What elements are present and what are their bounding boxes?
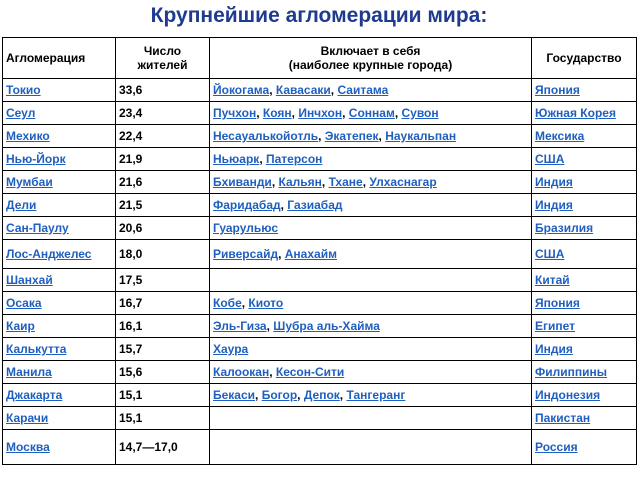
city-separator: , [269,365,276,379]
city-separator: , [330,83,338,97]
cell-population: 33,6 [116,79,210,102]
cell-population: 15,1 [116,384,210,407]
city-link[interactable]: Депок [303,388,340,402]
city-separator: , [256,106,263,120]
cell-population: 16,1 [116,315,210,338]
cell-population: 21,9 [116,148,210,171]
cell-agglomeration [3,407,116,430]
cell-country [532,102,637,125]
cell-agglomeration [3,384,116,407]
agglomeration-link[interactable]: Шанхай [6,273,53,287]
cell-agglomeration [3,217,116,240]
city-link[interactable]: Кесон-Сити [275,365,345,379]
cell-included-cities [210,430,532,465]
city-link[interactable]: Патерсон [265,152,323,166]
city-link[interactable]: Бхиванди [213,175,272,189]
table-row [3,217,637,240]
cell-included-cities [210,194,532,217]
cell-country [532,338,637,361]
city-link[interactable]: Коян [262,106,292,120]
cell-country [532,315,637,338]
cell-country [532,171,637,194]
city-link[interactable]: Несауалькойотль [213,129,319,143]
table-row [3,430,637,465]
table-row [3,171,637,194]
agglomeration-link[interactable]: Лос-Анджелес [6,247,92,261]
cell-country [532,361,637,384]
city-link[interactable]: Экатепек [324,129,379,143]
cell-included-cities [210,148,532,171]
country-link[interactable]: Индия [535,342,573,356]
cell-agglomeration [3,171,116,194]
cell-population: 23,4 [116,102,210,125]
cell-population: 15,1 [116,407,210,430]
city-link[interactable]: Кальян [278,175,322,189]
city-link[interactable]: Кавасаки [275,83,331,97]
cell-population: 18,0 [116,240,210,269]
cell-agglomeration [3,269,116,292]
cell-country [532,292,637,315]
city-separator: , [266,319,274,333]
city-separator: , [259,152,266,166]
city-separator: , [297,388,304,402]
cell-included-cities [210,315,532,338]
header-country: Государство [532,38,637,79]
city-link[interactable]: Риверсайд [213,247,279,261]
cell-included-cities [210,338,532,361]
cell-country [532,384,637,407]
cell-agglomeration [3,79,116,102]
cell-agglomeration [3,125,116,148]
country-link[interactable]: Индия [535,175,573,189]
city-link[interactable]: Богор [261,388,298,402]
cell-included-cities [210,292,532,315]
table-row [3,102,637,125]
city-link[interactable]: Ньюарк [213,152,260,166]
cell-included-cities [210,361,532,384]
table-row [3,292,637,315]
agglomeration-link[interactable]: Осака [6,296,42,310]
city-link[interactable]: Йокогама [213,83,270,97]
agglomerations-table [2,37,637,465]
table-row [3,407,637,430]
agglomeration-link[interactable]: Токио [6,83,41,97]
city-link[interactable]: Бекаси [213,388,256,402]
agglomeration-link[interactable]: Калькутта [6,342,67,356]
city-link[interactable]: Соннам [348,106,395,120]
cell-population: 22,4 [116,125,210,148]
city-separator: , [271,175,279,189]
header-population-line2: жителей [137,58,188,72]
cell-population: 15,7 [116,338,210,361]
table-row [3,79,637,102]
city-link[interactable]: Сувон [401,106,439,120]
cell-included-cities [210,240,532,269]
cell-country [532,407,637,430]
header-population [116,38,210,79]
cell-population: 21,6 [116,171,210,194]
header-includes [210,38,532,79]
cell-population: 16,7 [116,292,210,315]
city-link[interactable]: Анахайм [284,247,337,261]
city-link[interactable]: Саитама [337,83,389,97]
cell-agglomeration [3,148,116,171]
city-separator: , [241,296,249,310]
cell-country [532,194,637,217]
city-separator: , [278,247,285,261]
city-link[interactable]: Гуарульюс [213,221,278,235]
city-link[interactable]: Тангеранг [346,388,406,402]
country-link[interactable]: Россия [535,440,578,454]
cell-included-cities [210,217,532,240]
cell-agglomeration [3,240,116,269]
country-link[interactable]: США [535,152,565,166]
table-body [3,79,637,465]
agglomeration-link[interactable]: Сеул [6,106,36,120]
city-link[interactable]: Фаридабад [213,198,281,212]
table-row [3,240,637,269]
cell-population: 21,5 [116,194,210,217]
table-row [3,194,637,217]
table-row [3,125,637,148]
country-link[interactable]: Бразилия [535,221,594,235]
agglomeration-link[interactable]: Сан-Паулу [6,221,69,235]
agglomeration-link[interactable]: Мумбаи [6,175,53,189]
country-link[interactable]: Индонезия [535,388,601,402]
city-link[interactable]: Инчхон [298,106,343,120]
country-link[interactable]: США [535,247,565,261]
city-link[interactable]: Кобе [213,296,242,310]
cell-country [532,269,637,292]
city-link[interactable]: Шубра аль-Хайма [273,319,380,333]
table-row [3,148,637,171]
city-link[interactable]: Наукальпан [385,129,457,143]
agglomeration-link[interactable]: Джакарта [6,388,63,402]
city-link[interactable]: Тхане [328,175,363,189]
country-link[interactable]: Египет [535,319,576,333]
city-separator: , [318,129,325,143]
cell-agglomeration [3,194,116,217]
cell-population: 14,7—17,0 [116,430,210,465]
agglomeration-link[interactable]: Москва [6,440,50,454]
city-separator: , [362,175,370,189]
cell-population: 17,5 [116,269,210,292]
table-row [3,338,637,361]
city-separator: , [342,106,349,120]
table-row [3,315,637,338]
agglomeration-link[interactable]: Манила [6,365,52,379]
header-includes-line2: (наиболее крупные города) [288,58,453,72]
agglomeration-link[interactable]: Карачи [6,411,49,425]
table-row [3,269,637,292]
cell-country [532,217,637,240]
agglomeration-link[interactable]: Дели [6,198,37,212]
city-separator: , [378,129,386,143]
cell-agglomeration [3,430,116,465]
country-link[interactable]: Япония [535,83,580,97]
city-separator: , [339,388,347,402]
header-agglomeration: Агломерация [3,38,116,79]
cell-agglomeration [3,102,116,125]
country-link[interactable]: Китай [535,273,570,287]
city-link[interactable]: Киото [248,296,284,310]
cell-country [532,125,637,148]
cell-country [532,430,637,465]
country-link[interactable]: Пакистан [535,411,591,425]
city-link[interactable]: Улхаснагар [369,175,437,189]
cell-population: 15,6 [116,361,210,384]
cell-included-cities [210,407,532,430]
cell-included-cities [210,269,532,292]
city-separator: , [394,106,402,120]
cell-included-cities [210,102,532,125]
city-link[interactable]: Эль-Гиза [213,319,267,333]
cell-agglomeration [3,361,116,384]
table-header-row [3,38,637,79]
country-link[interactable]: Южная Корея [535,106,616,120]
table-row [3,361,637,384]
country-link[interactable]: Индия [535,198,573,212]
cell-agglomeration [3,292,116,315]
cell-agglomeration [3,338,116,361]
header-population-line1: Число [143,44,182,58]
city-separator: , [280,198,288,212]
cell-country [532,240,637,269]
city-link[interactable]: Хаура [213,342,249,356]
cell-agglomeration [3,315,116,338]
cell-included-cities [210,125,532,148]
cell-population: 20,6 [116,217,210,240]
agglomeration-link[interactable]: Мехико [6,129,50,143]
country-link[interactable]: Мексика [535,129,585,143]
cell-country [532,148,637,171]
agglomeration-link[interactable]: Нью-Йорк [6,152,66,166]
cell-included-cities [210,384,532,407]
cell-included-cities [210,79,532,102]
table-row [3,384,637,407]
page-title: Крупнейшие агломерации мира: [150,4,488,27]
country-link[interactable]: Япония [535,296,580,310]
city-link[interactable]: Калоокан [213,365,270,379]
city-separator: , [255,388,262,402]
city-link[interactable]: Пучхон [213,106,257,120]
agglomeration-link[interactable]: Каир [6,319,35,333]
cell-country [532,79,637,102]
city-separator: , [291,106,299,120]
country-link[interactable]: Филиппины [535,365,607,379]
cell-included-cities [210,171,532,194]
city-separator: , [321,175,329,189]
header-includes-line1: Включает в себя [320,44,421,58]
city-separator: , [269,83,276,97]
city-link[interactable]: Газиабад [287,198,343,212]
